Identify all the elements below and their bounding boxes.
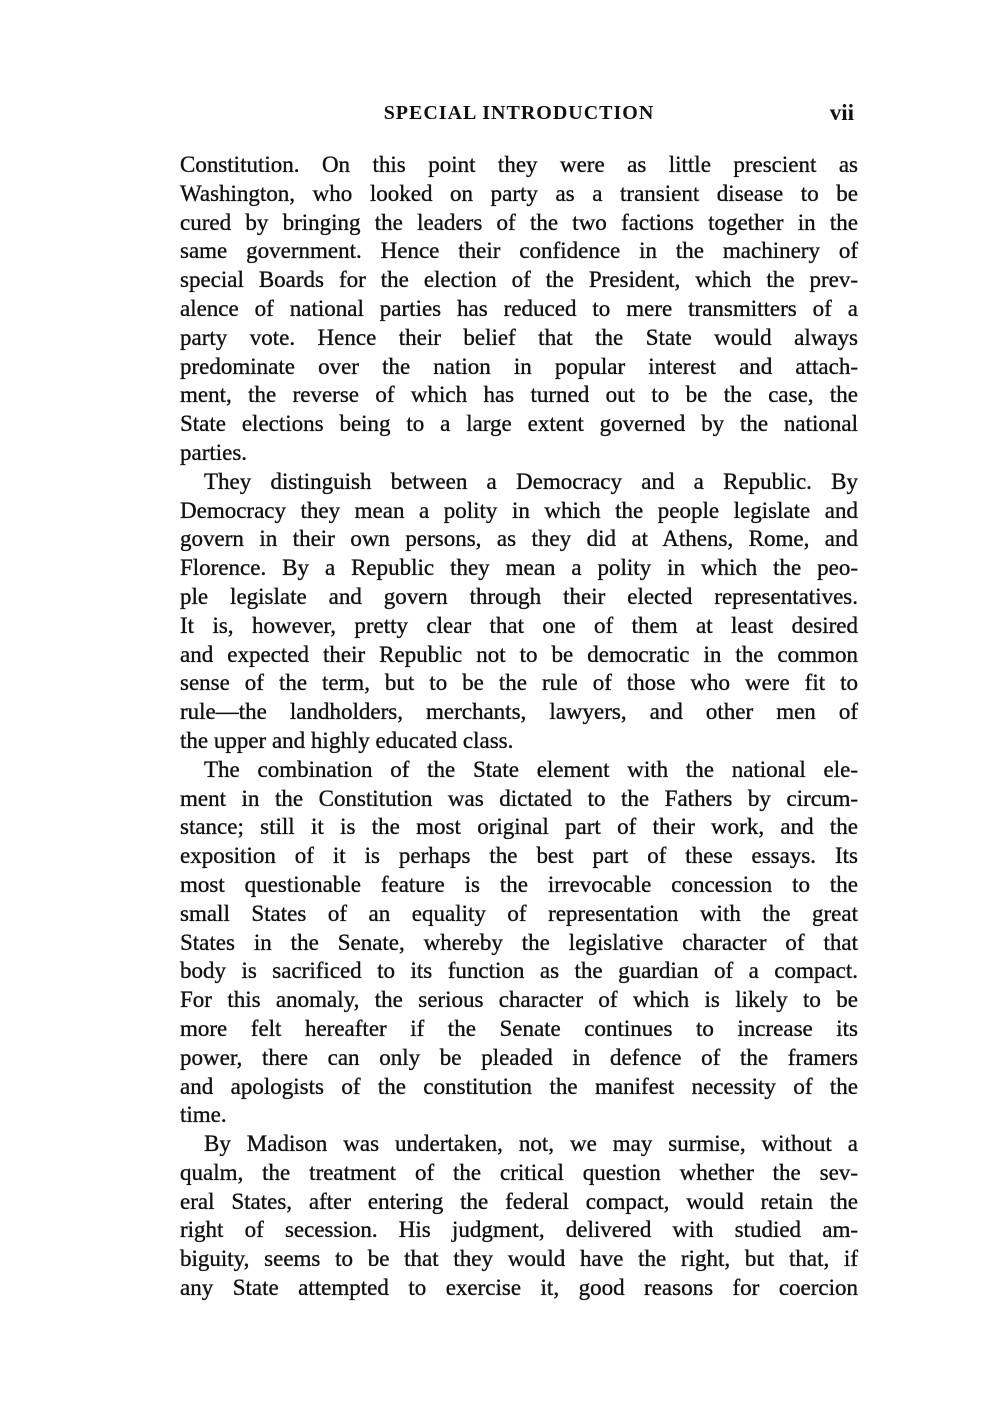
body-text <box>180 151 858 1303</box>
text-line: exposition of it is perhaps the best part of these essays. Its <box>180 843 858 869</box>
text-line: For this anomaly, the serious character of which is likely to be <box>180 987 858 1013</box>
text-line: cured by bringing the leaders of the two factions together in the <box>180 209 858 235</box>
text-line: Constitution. On this point they were as little prescient as <box>180 152 858 177</box>
page-number: vii <box>829 100 854 125</box>
text-line: State elections being to a large extent governed by the national <box>180 411 858 437</box>
text-line: stance; still it is the most original part of their work, and the <box>180 814 858 840</box>
text-line: parties. <box>180 439 248 465</box>
text-line: ple legislate and govern through their elected representatives. <box>180 583 858 609</box>
text-line: sense of the term, but to be the rule of those who were fit to <box>180 670 858 696</box>
text-line: predominate over the nation in popular interest and attach- <box>180 353 858 379</box>
running-title: SPECIAL INTRODUCTION <box>383 102 655 124</box>
text-line: Democracy they mean a polity in which the people legislate and <box>180 497 858 523</box>
running-header <box>180 100 858 130</box>
text-line: and expected their Republic not to be democratic in the common <box>180 641 858 667</box>
text-line: By Madison was undertaken, not, we may surmise, without a <box>204 1131 858 1157</box>
text-line: special Boards for the election of the President, which the prev- <box>180 267 858 293</box>
text-line: most questionable feature is the irrevocable concession to the <box>180 871 858 897</box>
text-line: the upper and highly educated class. <box>180 727 514 753</box>
text-line: and apologists of the constitution the manifest necessity of the <box>180 1073 858 1099</box>
text-line: govern in their own persons, as they did at Athens, Rome, and <box>180 526 858 552</box>
text-line: biguity, seems to be that they would have the right, but that, if <box>180 1246 858 1272</box>
text-line: States in the Senate, whereby the legislative character of that <box>180 929 858 955</box>
text-line: ment in the Constitution was dictated to the Fathers by circum- <box>180 785 858 811</box>
paragraph <box>180 151 858 468</box>
text-line: rule—the landholders, merchants, lawyers, and other men of <box>180 699 858 725</box>
text-line: alence of national parties has reduced to mere transmitters of a <box>180 295 858 321</box>
text-line: more felt hereafter if the Senate continues to increase its <box>180 1015 858 1041</box>
text-line: They distinguish between a Democracy and a Republic. By <box>204 468 858 494</box>
text-line: time. <box>180 1102 227 1128</box>
text-line: party vote. Hence their belief that the State would always <box>180 324 858 350</box>
text-line: eral States, after entering the federal compact, would retain the <box>180 1188 858 1214</box>
text-line: right of secession. His judgment, delivered with studied am- <box>180 1217 858 1243</box>
text-line: power, there can only be pleaded in defence of the framers <box>180 1044 858 1070</box>
paragraph <box>180 756 858 1130</box>
text-line: qualm, the treatment of the critical question whether the sev- <box>180 1159 858 1185</box>
paragraph <box>180 468 858 756</box>
text-line: ment, the reverse of which has turned out to be the case, the <box>180 382 858 408</box>
text-line: The combination of the State element with the national ele- <box>204 756 858 782</box>
text-line: small States of an equality of representation with the great <box>180 900 858 926</box>
text-line: Washington, who looked on party as a transient disease to be <box>180 180 858 206</box>
text-line: Florence. By a Republic they mean a polity in which the peo- <box>180 555 858 581</box>
paragraph <box>180 1130 858 1303</box>
text-line: same government. Hence their confidence in the machinery of <box>180 238 858 264</box>
text-line: It is, however, pretty clear that one of them at least desired <box>180 612 858 638</box>
text-line: body is sacrificed to its function as the guardian of a compact. <box>180 958 858 984</box>
text-line: any State attempted to exercise it, good reasons for coercion <box>180 1275 858 1301</box>
